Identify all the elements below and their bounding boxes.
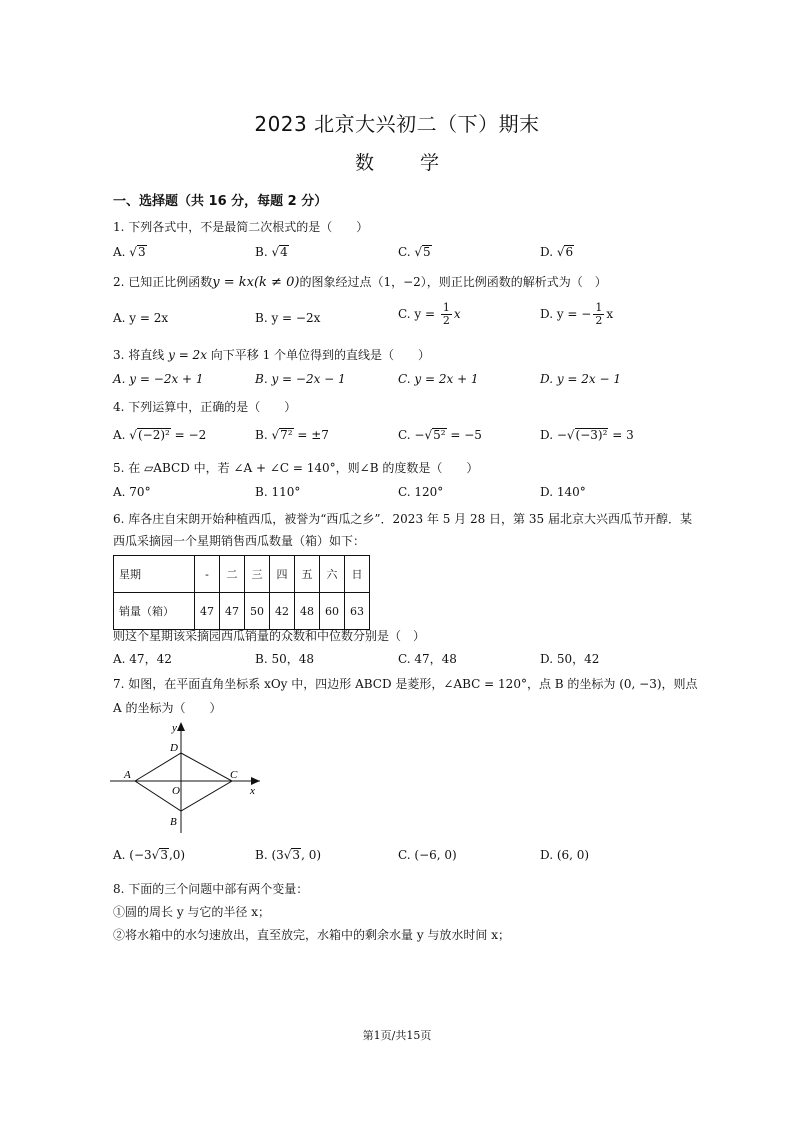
q3-option-d: D. y = 2x − 1	[540, 372, 622, 386]
q8-item-2: ②将水箱中的水匀速放出，直至放完，水箱中的剩余水量 y 与放水时间 x；	[113, 928, 510, 942]
x-axis-label: x	[250, 785, 255, 797]
q7-option-a: A. (−3√3,0)	[113, 848, 186, 862]
vertex-b-label: B	[170, 816, 177, 828]
q6-question: 则这个星期该采摘园西瓜销量的众数和中位数分别是（ ）	[113, 629, 426, 643]
q1-stem: 1. 下列各式中，不是最简二次根式的是（ ）	[113, 220, 369, 234]
q4-stem: 4. 下列运算中，正确的是（ ）	[113, 400, 297, 414]
q7-stem-line1: 7. 如图，在平面直角坐标系 xOy 中，四边形 ABCD 是菱形，∠ABC = 120°，点 B 的坐标为 (0, −3)，则点	[113, 677, 698, 691]
vertex-d-label: D	[170, 742, 178, 754]
table-header-cell: 销量（箱）	[114, 593, 195, 630]
table-cell: 四	[270, 556, 295, 593]
q2-option-b: B. y = −2x	[255, 311, 321, 325]
rhombus-abcd	[135, 753, 232, 811]
q3-option-b: B. y = −2x − 1	[255, 372, 346, 386]
q3-option-a: A. y = −2x + 1	[113, 372, 204, 386]
q1-option-a: A. √3	[113, 245, 146, 259]
origin-label: O	[172, 785, 180, 797]
q6-stem-line1: 6. 库各庄自宋朗开始种植西瓜，被誉为“西瓜之乡”．2023 年 5 月 28 日，第 35 届北京大兴西瓜节开醇．某	[113, 512, 692, 526]
rhombus-figure	[110, 718, 270, 836]
table-cell: 三	[245, 556, 270, 593]
q4-option-d: D. −√(−3)² = 3	[540, 428, 634, 442]
table-cell: 47	[220, 593, 245, 630]
q3-stem: 3. 将直线 y = 2x 向下平移 1 个单位得到的直线是（ ）	[113, 348, 431, 362]
x-axis-arrow	[251, 777, 260, 785]
subject-title: 数学	[354, 152, 485, 174]
q4-option-b: B. √7² = ±7	[255, 428, 329, 442]
q5-option-c: C. 120°	[398, 485, 444, 499]
q8-item-1: ①圆的周长 y 与它的半径 x；	[113, 905, 270, 919]
q2-stem: 2. 已知正比例函数y = kx(k ≠ 0)的图象经过点（1，−2），则正比例函数的解析式为（ ）	[113, 275, 607, 290]
q5-option-d: D. 140°	[540, 485, 586, 499]
table-row	[114, 556, 370, 593]
q4-option-a: A. √(−2)² = −2	[113, 428, 207, 442]
table-cell: 47	[195, 593, 220, 630]
table-cell: 42	[270, 593, 295, 630]
vertex-c-label: C	[230, 769, 238, 781]
vertex-a-label: A	[124, 769, 131, 781]
q6-option-a: A. 47，42	[113, 652, 172, 666]
q2-option-a: A. y = 2x	[113, 311, 169, 325]
q5-option-a: A. 70°	[113, 485, 151, 499]
q7-option-d: D. (6, 0)	[540, 848, 590, 862]
q1-option-c: C. √5	[398, 245, 431, 259]
q5-stem: 5. 在 ▱ABCD 中，若 ∠A + ∠C = 140°，则∠B 的度数是（ ）	[113, 461, 479, 475]
q7-stem-line2: A 的坐标为（ ）	[113, 701, 222, 715]
table-cell: 63	[345, 593, 370, 630]
q4-option-c: C. −√5² = −5	[398, 428, 482, 442]
q8-stem: 8. 下面的三个问题中部有两个变量：	[113, 882, 309, 896]
q6-option-c: C. 47，48	[398, 652, 457, 666]
sales-table	[113, 555, 370, 630]
q6-option-b: B. 50，48	[255, 652, 314, 666]
q2-option-d: D. y = − $\frac{1}{2}$ x	[540, 301, 614, 327]
q7-option-c: C. (−6, 0)	[398, 848, 457, 862]
y-axis-label: y	[172, 722, 177, 734]
table-cell: -	[195, 556, 220, 593]
table-cell: 48	[295, 593, 320, 630]
q6-stem-line2: 西瓜采摘园一个星期销售西瓜数量（箱）如下：	[113, 534, 366, 548]
q7-option-b: B. (3√3, 0)	[255, 848, 322, 862]
table-cell: 60	[320, 593, 345, 630]
table-header-cell: 星期	[114, 556, 195, 593]
table-cell: 五	[295, 556, 320, 593]
table-row	[114, 593, 370, 630]
table-cell: 二	[220, 556, 245, 593]
table-cell: 六	[320, 556, 345, 593]
table-cell: 日	[345, 556, 370, 593]
page-title: 2023 北京大兴初二（下）期末	[254, 112, 540, 136]
q3-option-c: C. y = 2x + 1	[398, 372, 479, 386]
y-axis-arrow	[177, 722, 185, 731]
q5-option-b: B. 110°	[255, 485, 301, 499]
q1-option-b: B. √4	[255, 245, 288, 259]
section-heading: 一、选择题（共 16 分，每题 2 分）	[113, 194, 328, 209]
q1-option-d: D. √6	[540, 245, 574, 259]
q6-option-d: D. 50，42	[540, 652, 600, 666]
q2-option-c: C. y = $\frac{1}{2}$ x	[398, 301, 461, 327]
page-footer: 第1页/共15页	[362, 1029, 432, 1042]
table-cell: 50	[245, 593, 270, 630]
